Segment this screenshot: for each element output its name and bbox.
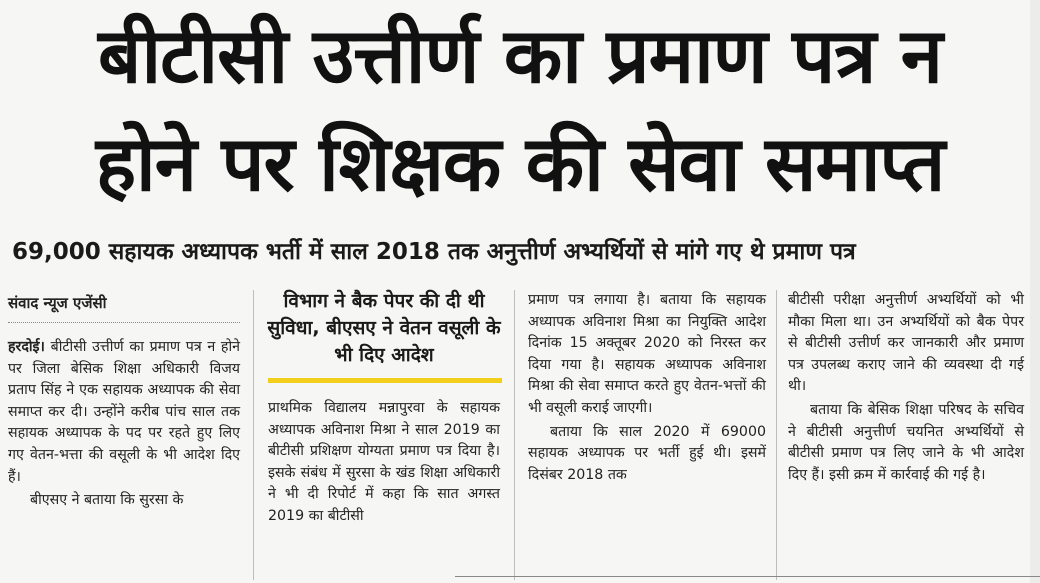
highlight-yellow-bar — [268, 378, 502, 383]
headline-line-2: होने पर शिक्षक की सेवा समाप्त — [95, 119, 945, 208]
column-3-paragraph-2: बताया कि साल 2020 में 69000 सहायक अध्यापक पर भर्ती हुई थी। इसमें दिसंबर 2018 तक — [528, 423, 766, 483]
headline-line-1: बीटीसी उत्तीर्ण का प्रमाण पत्र न — [98, 11, 942, 100]
column-1-text-1: बीटीसी उत्तीर्ण का प्रमाण पत्र न होने पर जिला बेसिक शिक्षा अधिकारी विजय प्रताप सिंह ने एक सहायक अध्यापक की सेवा समाप्त कर दी। उन्होंने करीब पांच साल तक सहायक अध्यापक के पद पर रहते हुए लिए गए वेतन-भत्ता की वसूली के भी आदेश दिए हैं। — [8, 339, 241, 485]
column-divider — [253, 290, 254, 580]
article-column-3 — [528, 290, 766, 486]
highlight-box-heading: विभाग ने बैक पेपर की दी थी सुविधा, बीएसए ने वेतन वसूली के भी दिए आदेश — [267, 290, 501, 366]
article-column-4 — [788, 290, 1024, 486]
column-3-paragraph-1: प्रमाण पत्र लगाया है। बताया कि सहायक अध्यापक अविनाश मिश्रा का नियुक्ति आदेश दिनांक 15 अक्तूबर 2020 को निरस्त कर दिया गया है। सहायक अध्यापक अविनाश मिश्रा की सेवा समाप्त करते हुए वेतन-भत्तों की भी वसूली कराई जाएगी। — [528, 292, 766, 416]
article-column-1 — [8, 290, 240, 512]
column-2-paragraph-1: प्राथमिक विद्यालय मन्नापुरवा के सहायक अध्यापक अविनाश मिश्रा ने साल 2019 का बीटीसी प्रशिक्षण योग्यता प्रमाण पत्र दिया है। इसके संबंध में सुरसा के खंड शिक्षा अधिकारी ने भी दी रिपोर्ट में कहा कि सात अगस्त 2019 का बीटीसी — [268, 400, 500, 524]
column-1-paragraph-2: बीएसए ने बताया कि सुरसा के — [30, 492, 184, 509]
column-divider — [776, 290, 777, 580]
column-4-paragraph-1: बीटीसी परीक्षा अनुत्तीर्ण अभ्यर्थियों को भी मौका मिला था। उन अभ्यर्थियों को बैक पेपर से बीटीसी उत्तीर्ण कर जानकारी और प्रमाण पत्र उपलब्ध कराए जाने की व्यवस्था दी गई थी। — [788, 292, 1024, 395]
byline: संवाद न्यूज एजेंसी — [8, 290, 240, 323]
article-column-2 — [268, 398, 500, 528]
column-4-paragraph-2: बताया कि बेसिक शिक्षा परिषद के सचिव ने बीटीसी अनुत्तीर्ण चयनित अभ्यर्थियों से बीटीसी प्रमाण पत्र लिए जाने के भी आदेश दिए हैं। इसी क्रम में कार्रवाई की गई है। — [788, 401, 1024, 483]
bottom-rule — [455, 576, 1040, 577]
dateline-place: हरदोई। — [8, 339, 45, 355]
column-divider — [514, 290, 515, 580]
column-1-paragraph-1 — [8, 337, 240, 488]
subheadline: 69,000 सहायक अध्यापक भर्ती में साल 2018 तक अनुत्तीर्ण अभ्यर्थियों से मांगे गए थे प्रमाण पत्र — [12, 239, 856, 265]
